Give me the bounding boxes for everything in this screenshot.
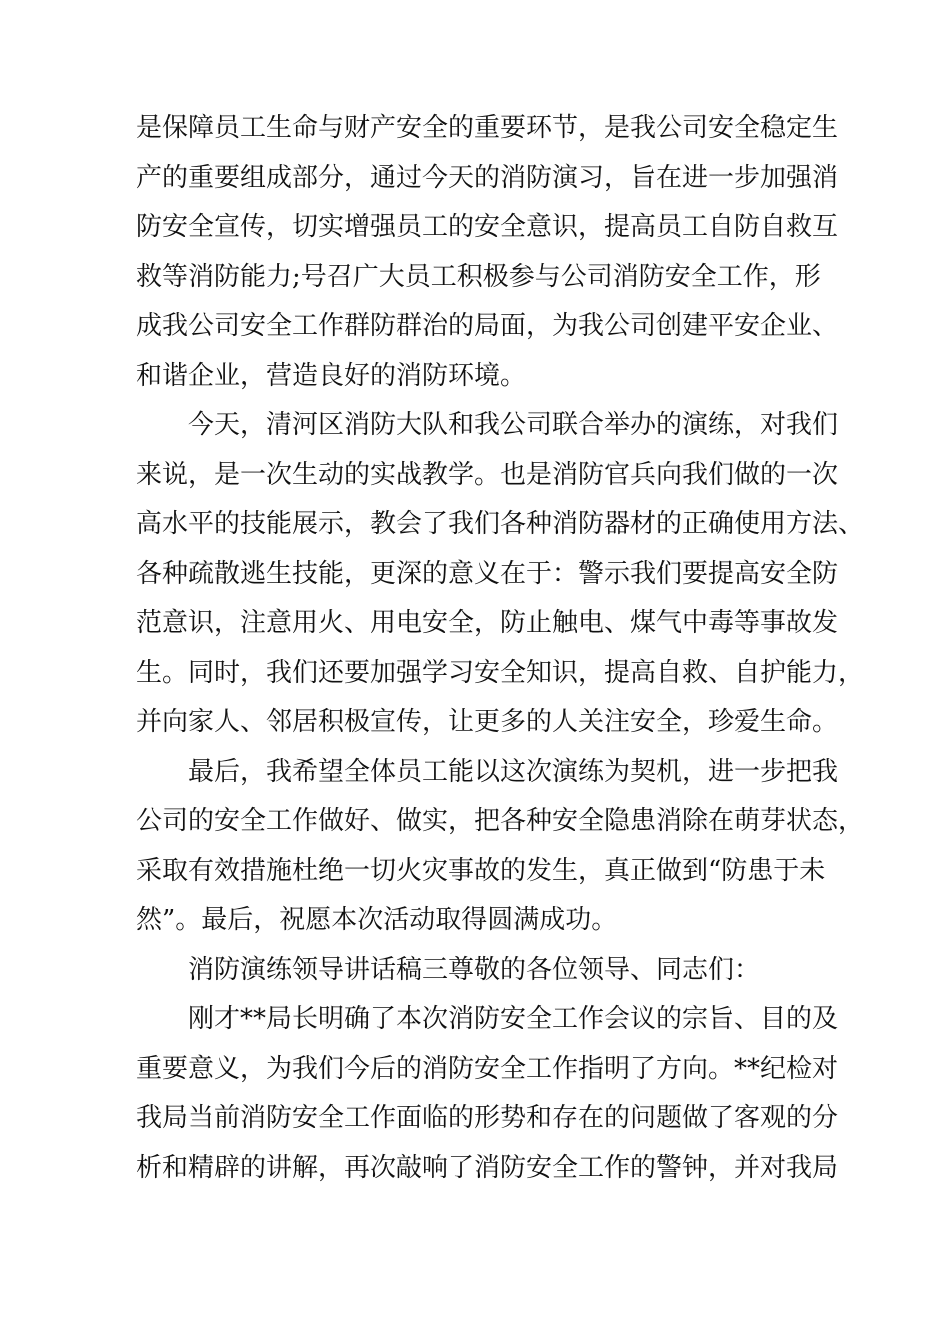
paragraph-start-line: 最后，我希望全体员工能以这次演练为契机，进一步把我: [188, 756, 839, 787]
text-line: 公司的安全工作做好、做实，把各种安全隐患消除在萌芽状态，: [136, 806, 865, 836]
text-line: 析和精辟的讲解，再次敲响了消防安全工作的警钟，并对我局: [136, 1152, 839, 1183]
paragraph-start-line: 消防演练领导讲话稿三尊敬的各位领导、同志们：: [188, 954, 761, 985]
text-line: 我局当前消防安全工作面临的形势和存在的问题做了客观的分: [136, 1103, 839, 1133]
body-text: [136, 104, 865, 1193]
text-line: 高水平的技能展示，教会了我们各种消防器材的正确使用方法、: [136, 509, 865, 539]
paragraph-start-line: 刚才**局长明确了本次消防安全工作会议的宗旨、目的及: [188, 1004, 839, 1034]
text-line: 范意识，注意用火、用电安全，防止触电、煤气中毒等事故发: [136, 608, 839, 638]
text-line: 防安全宣传，切实增强员工的安全意识，提高员工自防自救互: [136, 212, 839, 242]
text-line: 是保障员工生命与财产安全的重要环节，是我公司安全稳定生: [136, 113, 839, 143]
text-line: 采取有效措施杜绝一切火灾事故的发生，真正做到“防患于未: [136, 855, 826, 886]
text-line: 成我公司安全工作群防群治的局面，为我公司创建平安企业、: [136, 311, 839, 341]
text-line: 各种疏散逃生技能，更深的意义在于：警示我们要提高安全防: [136, 558, 839, 589]
paragraph-start-line: 今天，清河区消防大队和我公司联合举办的演练，对我们: [188, 410, 839, 440]
text-line: 产的重要组成部分，通过今天的消防演习，旨在进一步加强消: [136, 162, 839, 193]
text-line: 救等消防能力;号召广大员工积极参与公司消防安全工作，形: [136, 261, 821, 292]
text-line: 来说，是一次生动的实战教学。也是消防官兵向我们做的一次: [136, 459, 839, 490]
text-line: 重要意义，为我们今后的消防安全工作指明了方向。**纪检对: [136, 1053, 839, 1084]
text-line: 和谐企业，营造良好的消防环境。: [136, 360, 527, 391]
text-line: 然”。最后，祝愿本次活动取得圆满成功。: [136, 905, 618, 935]
text-line: 并向家人、邻居积极宣传，让更多的人关注安全，珍爱生命。: [136, 707, 839, 737]
text-line: 生。同时，我们还要加强学习安全知识，提高自救、自护能力，: [136, 657, 865, 688]
